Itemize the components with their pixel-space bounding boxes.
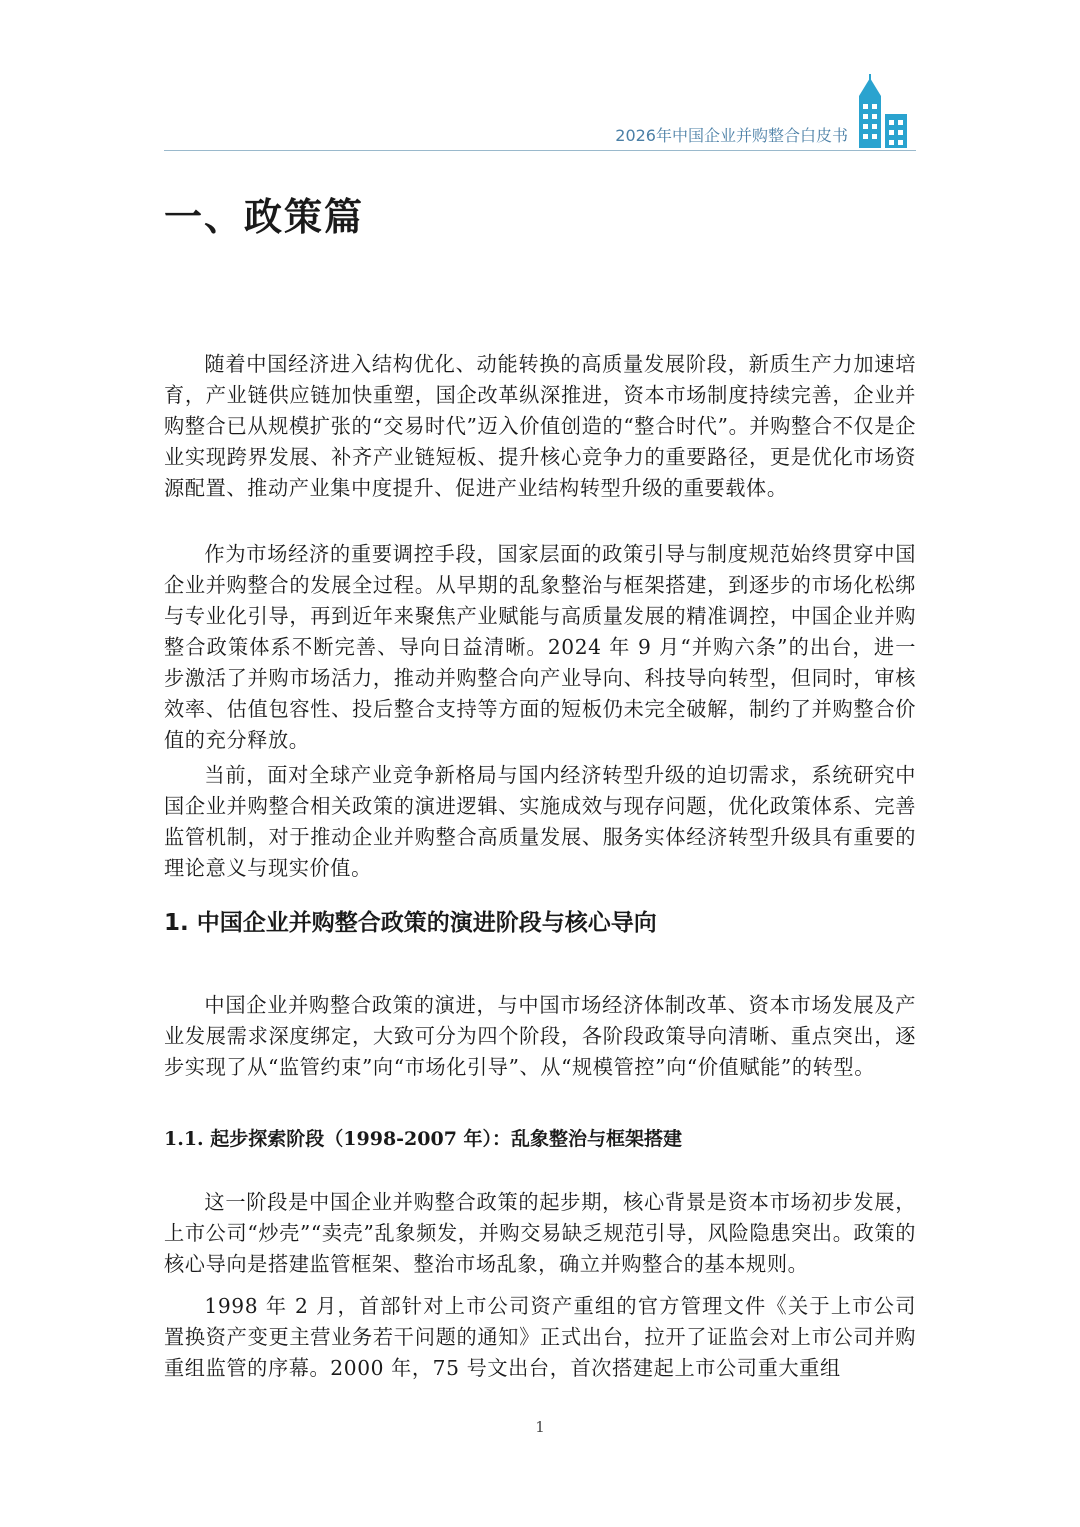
header-divider <box>164 150 916 151</box>
building-icon <box>855 74 911 148</box>
section-title: 1. 中国企业并购整合政策的演进阶段与核心导向 <box>164 910 657 936</box>
intro-paragraph-1: 随着中国经济进入结构优化、动能转换的高质量发展阶段，新质生产力加速培育，产业链供应链加快重塑，国企改革纵深推进，资本市场制度持续完善，企业并购整合已从规模扩张的“交易时代”迈入价值创造的“整合时代”。并购整合不仅是企业实现跨界发展、补齐产业链短板、提升核心竞争力的重要路径，更是优化市场资源配置、推动产业集中度提升、促进产业结构转型升级的重要载体。 <box>164 352 916 500</box>
section-paragraph: 中国企业并购整合政策的演进，与中国市场经济体制改革、资本市场发展及产业发展需求深度绑定，大致可分为四个阶段，各阶段政策导向清晰、重点突出，逐步实现了从“监管约束”向“市场化引导”、从“规模管控”向“价值赋能”的转型。 <box>164 993 916 1079</box>
subsection-paragraph-2: 1998 年 2 月，首部针对上市公司资产重组的官方管理文件《关于上市公司置换资产变更主营业务若干问题的通知》正式出台，拉开了证监会对上市公司并购重组监管的序幕。2000 年，75 号文出台，首次搭建起上市公司重大重组 <box>164 1294 916 1380</box>
intro-paragraph-3: 当前，面对全球产业竞争新格局与国内经济转型升级的迫切需求，系统研究中国企业并购整合相关政策的演进逻辑、实施成效与现存问题，优化政策体系、完善监管机制，对于推动企业并购整合高质量发展、服务实体经济转型升级具有重要的理论意义与现实价值。 <box>164 763 916 880</box>
chapter-title: 一、政策篇 <box>164 195 365 239</box>
header-title: 2026年中国企业并购整合白皮书 <box>615 126 848 145</box>
subsection-paragraph-1: 这一阶段是中国企业并购整合政策的起步期，核心背景是资本市场初步发展，上市公司“炒壳”“卖壳”乱象频发，并购交易缺乏规范引导，风险隐患突出。政策的核心导向是搭建监管框架、整治市场乱象，确立并购整合的基本规则。 <box>164 1190 916 1276</box>
intro-paragraph-2: 作为市场经济的重要调控手段，国家层面的政策引导与制度规范始终贯穿中国企业并购整合的发展全过程。从早期的乱象整治与框架搭建，到逐步的市场化松绑与专业化引导，再到近年来聚焦产业赋能与高质量发展的精准调控，中国企业并购整合政策体系不断完善、导向日益清晰。2024 年 9 月“并购六条”的出台，进一步激活了并购市场活力，推动并购整合向产业导向、科技导向转型，但同时，审核效率、估值包容性、投后整合支持等方面的短板仍未完全破解，制约了并购整合价值的充分释放。 <box>164 542 916 752</box>
subsection-title: 1.1. 起步探索阶段（1998-2007 年）：乱象整治与框架搭建 <box>164 1128 683 1150</box>
page-number: 1 <box>535 1418 545 1436</box>
